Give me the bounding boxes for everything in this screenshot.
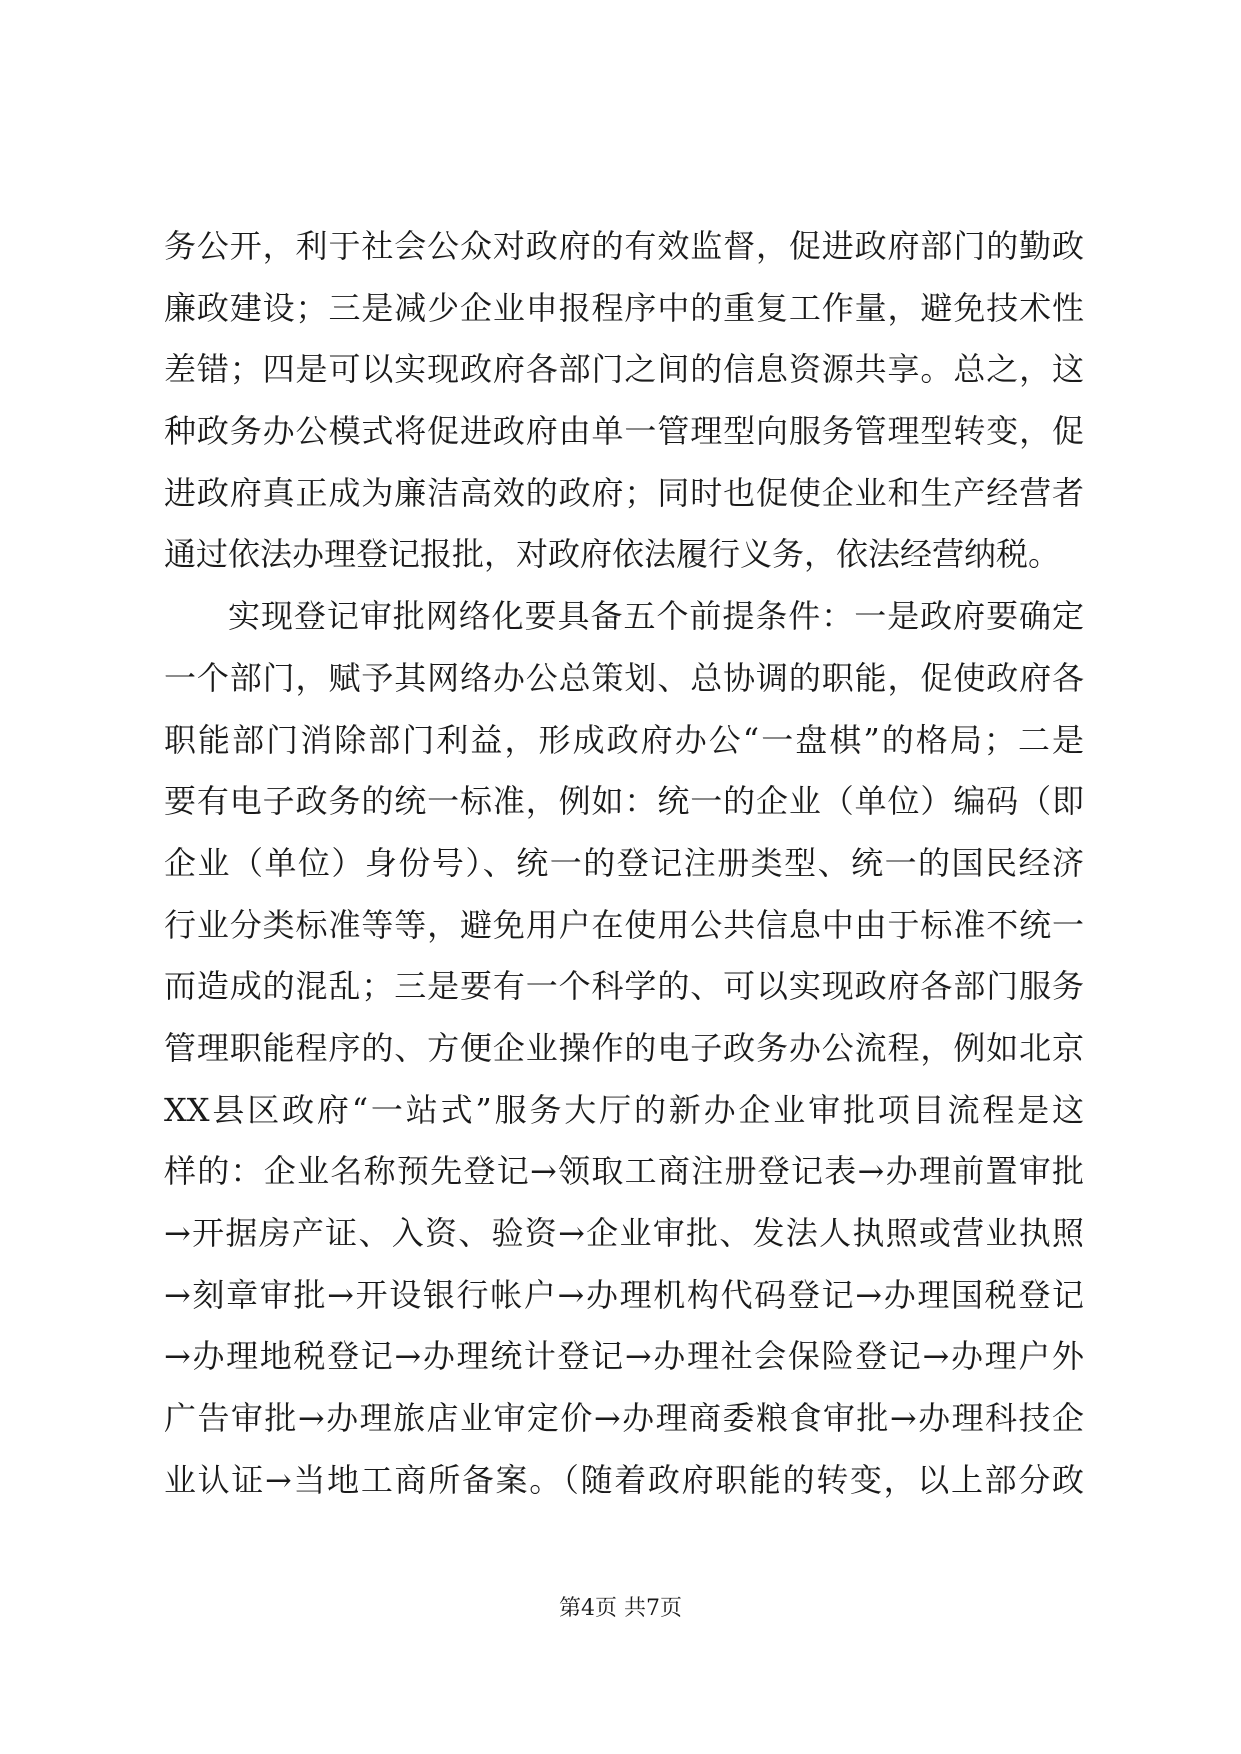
text-line: →刻章审批→开设银行帐户→办理机构代码登记→办理国税登记 (164, 1275, 1084, 1314)
text-line: 差错；四是可以实现政府各部门之间的信息资源共享。总之，这 (164, 350, 1084, 389)
text-line: 进政府真正成为廉洁高效的政府；同时也促使企业和生产经营者 (164, 473, 1084, 512)
text-line: 而造成的混乱；三是要有一个科学的、可以实现政府各部门服务 (164, 967, 1084, 1006)
text-line: 务公开，利于社会公众对政府的有效监督，促进政府部门的勤政 (164, 227, 1084, 265)
text-line: 种政务办公模式将促进政府由单一管理型向服务管理型转变，促 (164, 412, 1084, 451)
text-line: 要有电子政务的统一标准，例如：统一的企业（单位）编码（即 (164, 782, 1084, 821)
body-text (164, 226, 1084, 1521)
text-line: 一个部门，赋予其网络办公总策划、总协调的职能，促使政府各 (164, 658, 1084, 697)
text-line: 行业分类标准等等，避免用户在使用公共信息中由于标准不统一 (164, 905, 1084, 944)
text-line: 通过依法办理登记报批，对政府依法履行义务，依法经营纳税。 (164, 535, 1061, 574)
text-line: XX县区政府“一站式”服务大厅的新办企业审批项目流程是这 (164, 1090, 1084, 1129)
text-line: →办理地税登记→办理统计登记→办理社会保险登记→办理户外 (164, 1337, 1084, 1376)
paragraph-first-line: 实现登记审批网络化要具备五个前提条件：一是政府要确定 (228, 597, 1084, 636)
text-line: 职能部门消除部门利益，形成政府办公“一盘棋”的格局；二是 (164, 720, 1084, 759)
text-line: 企业（单位）身份号）、统一的登记注册类型、统一的国民经济 (164, 843, 1084, 882)
text-line: 廉政建设；三是减少企业申报程序中的重复工作量，避免技术性 (164, 288, 1084, 327)
text-line: 业认证→当地工商所备案。（随着政府职能的转变，以上部分政 (164, 1460, 1084, 1499)
text-line: 管理职能程序的、方便企业操作的电子政务办公流程，例如北京 (164, 1028, 1084, 1067)
text-line: →开据房产证、入资、验资→企业审批、发法人执照或营业执照 (164, 1214, 1084, 1252)
text-line: 样的：企业名称预先登记→领取工商注册登记表→办理前置审批 (164, 1152, 1084, 1191)
text-line: 广告审批→办理旅店业审定价→办理商委粮食审批→办理科技企 (164, 1399, 1084, 1438)
page-footer: 第4页 共7页 (559, 1596, 682, 1621)
